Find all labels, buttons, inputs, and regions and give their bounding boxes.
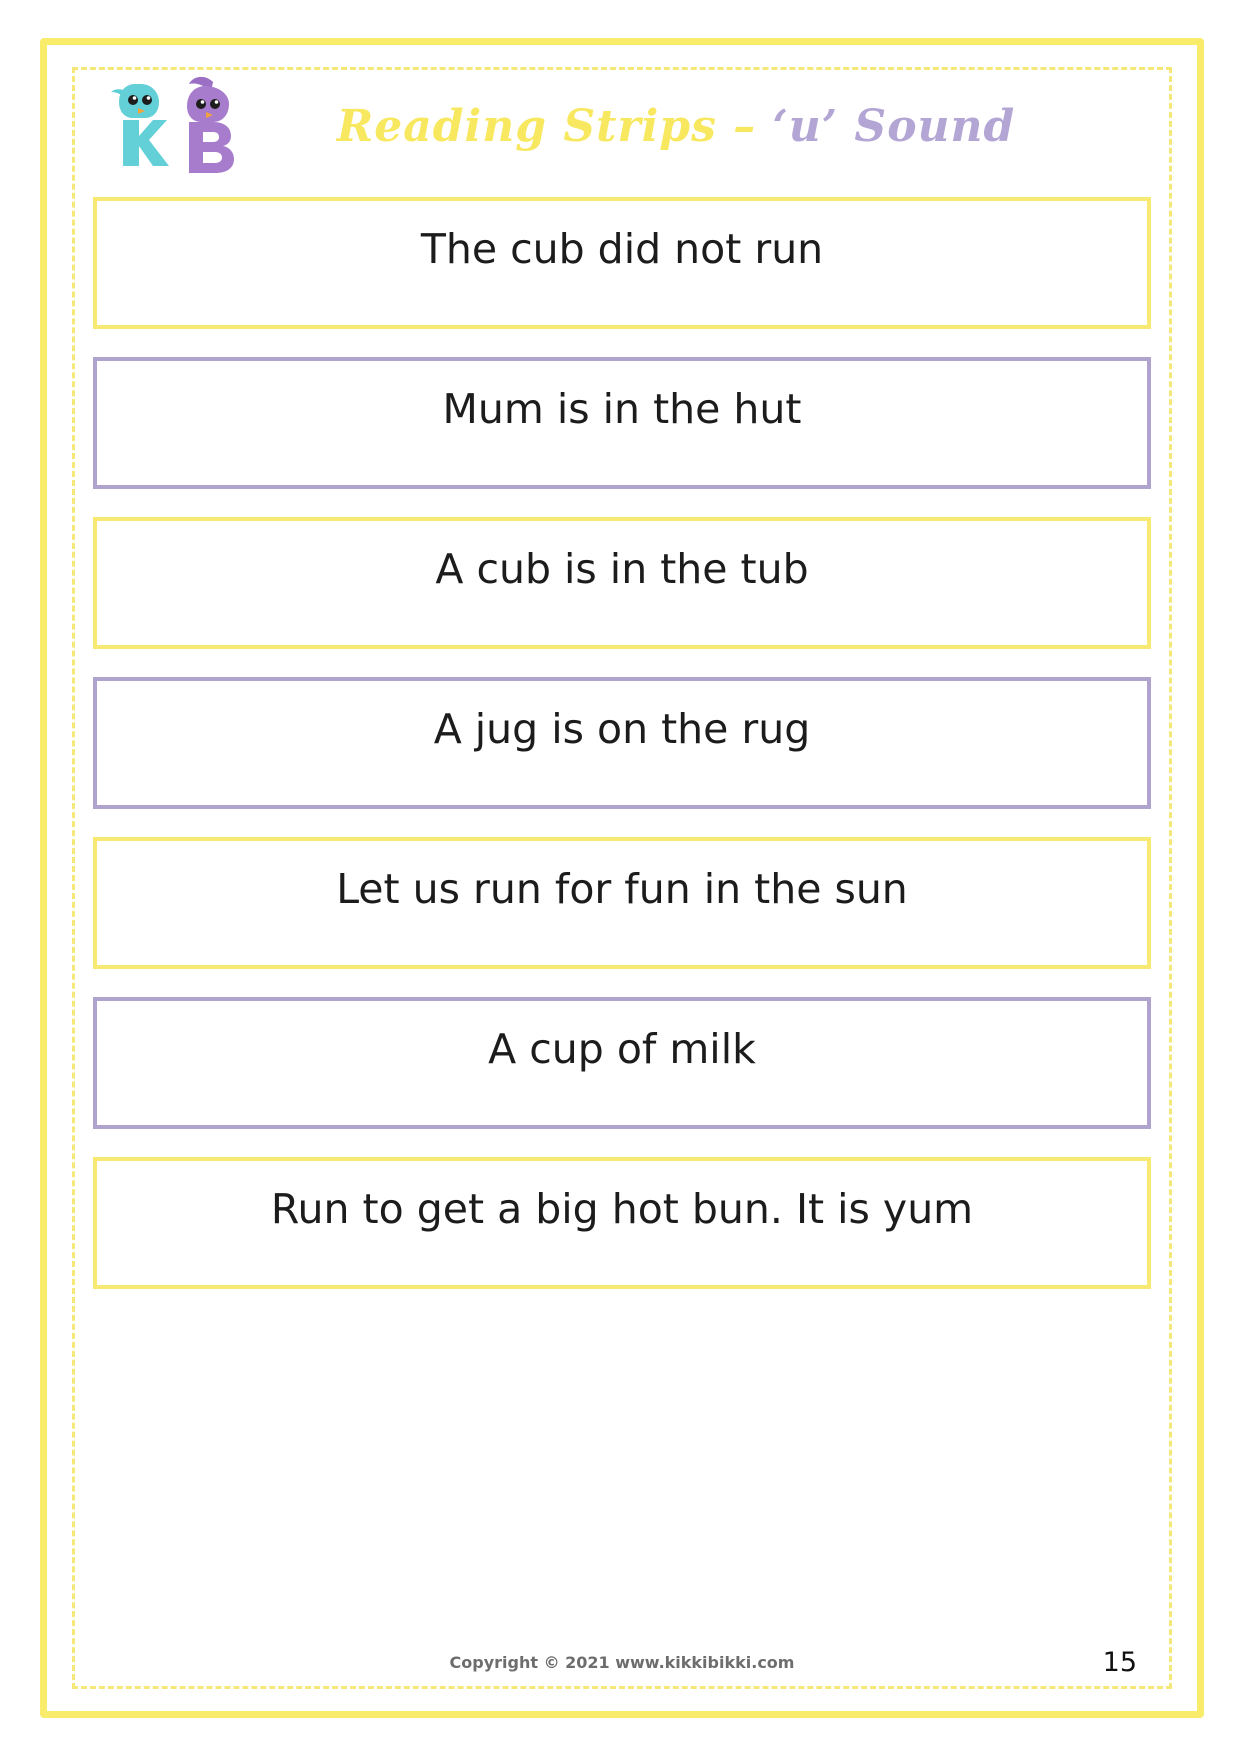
page-header xyxy=(93,63,1151,189)
reading-strips-list xyxy=(93,197,1151,1289)
reading-strip-text: Mum is in the hut xyxy=(442,385,802,434)
page-title-sound: ‘u’ Sound xyxy=(772,100,1016,152)
reading-strip-text: A jug is on the rug xyxy=(433,705,811,754)
reading-strip-text: A cup of milk xyxy=(488,1025,756,1074)
page-content xyxy=(47,45,1197,1711)
reading-strip[interactable] xyxy=(93,677,1151,809)
reading-strip[interactable] xyxy=(93,517,1151,649)
reading-strip[interactable] xyxy=(93,357,1151,489)
reading-strip-text: A cub is in the tub xyxy=(435,545,809,594)
reading-strip[interactable] xyxy=(93,197,1151,329)
page-number: 15 xyxy=(1102,1647,1137,1678)
page-title-main: Reading Strips – xyxy=(336,100,773,152)
reading-strip[interactable] xyxy=(93,837,1151,969)
reading-strip-text: Run to get a big hot bun. It is yum xyxy=(270,1185,974,1234)
copyright-text: Copyright © 2021 www.kikkibikki.com xyxy=(449,1653,795,1672)
reading-strip[interactable] xyxy=(93,1157,1151,1289)
reading-strip-text: Let us run for fun in the sun xyxy=(336,865,908,914)
page-border-frame xyxy=(40,38,1204,1718)
page-footer xyxy=(93,1649,1151,1685)
page-title xyxy=(261,101,1151,152)
reading-strip[interactable] xyxy=(93,997,1151,1129)
kikkibikki-logo-icon xyxy=(101,66,261,186)
reading-strip-text: The cub did not run xyxy=(420,225,824,274)
